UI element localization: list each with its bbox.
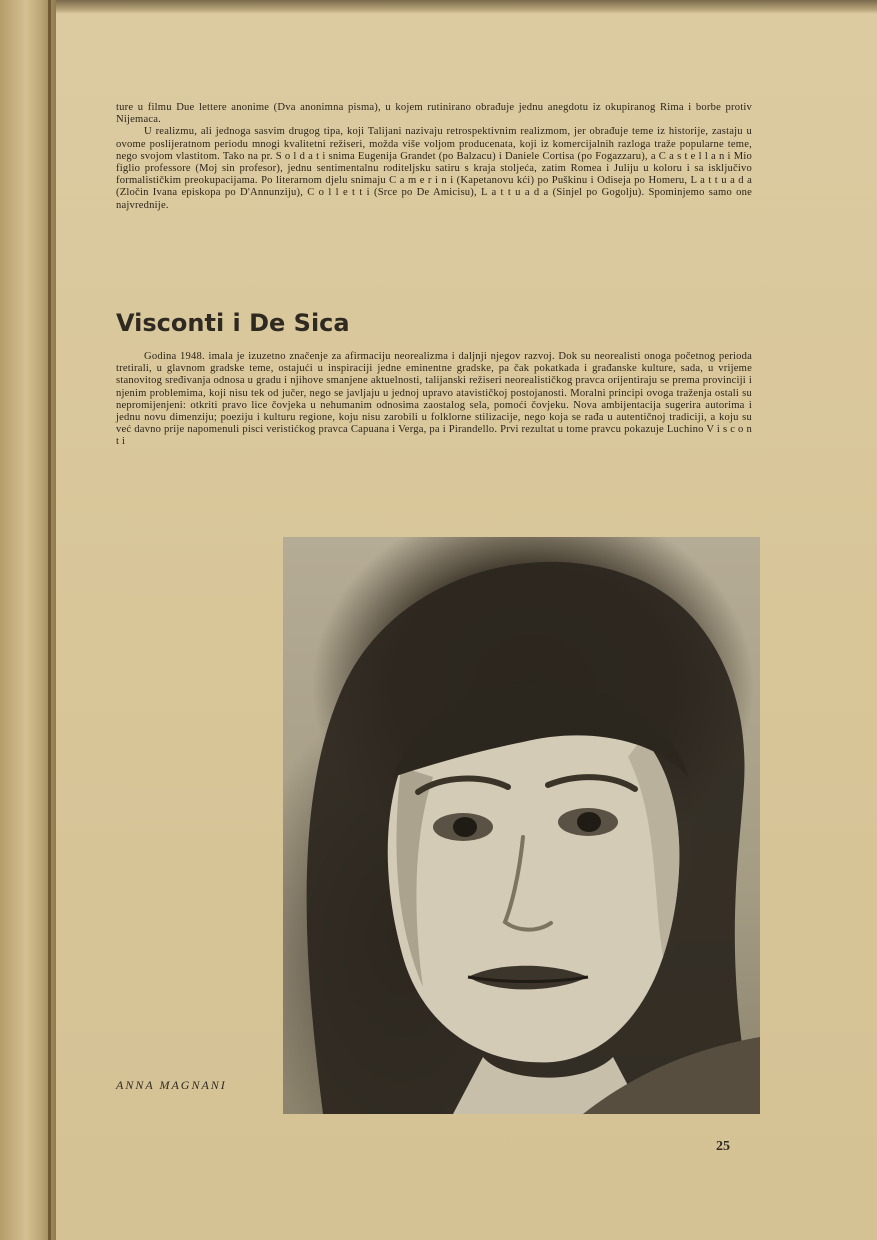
body-text-top: [116, 102, 752, 212]
paragraph: U realizmu, ali jednoga sasvim drugog tipa, koji Talijani nazivaju retrospektivnim realizmom, jer obrađuje teme iz historije, zastaju u ovome poslijeratnom periodu mnogi kvalitetni režiseri, možda više voljom producenata, koji iz komercijalnih razloga traže popularne teme, nego svojom vlastitom. Tako na pr. S o l d a t i snima Eugenija Grandet (po Balzacu) i Daniele Cortisa (po Fogazzaru), a C a s t e l l a n i Mio figlio professore (Moj sin profesor), jednu sentimentalnu roditeljsku satiru s kraja stoljeća, zatim Romea i Juliju u koloru i sa isključivo formalističkim preokupacijama. Po literarnom djelu snimaju C a m e r i n i (Kapetanovu kći) po Puškinu i Odiseja po Homeru, L a t t u a d a (Zločin Ivana episkopa po D'Annunziju), C o l l e t t i (Srce po De Amicisu), L a t t u a d a (Sinjel po Gogolju). Spominjemo samo one najvrednije.: [116, 126, 752, 211]
binding-line: [48, 0, 51, 1240]
paragraph: ture u filmu Due lettere anonime (Dva anonimna pisma), u kojem rutinirano obrađuje jednu anegdotu iz okupiranog Rima i borbe protiv Nijemaca.: [116, 102, 752, 126]
paragraph: Godina 1948. imala je izuzetno značenje za afirmaciju neorealizma i daljnji njegov razvoj. Dok su neorealisti onoga početnog perioda tretirali, u glavnom gradske teme, ostajući u inspiraciji jedne eminentne gradske, pa čak pokatkada i građanske kulture, sada, u vrijeme stanovitog sređivanja odnosa u gradu i njihove smanjene aktuelnosti, talijanski režiseri neorealističkog pravca orijentiraju se prema provinciji i njenim problemima, koji nisu tek od jučer, nego se javljaju u jednoj upravo atavističkoj postojanosti. Moralni principi ovoga traženja ostali su nepromijenjeni: otkriti pravo lice čovjeka u nehumanim odnosima zaostalog sela, pomoći čovjeku. Nova ambijentacija sugerira autorima i jednu novu dimenziju; poeziju i kulturu regione, koju nisu zarobili u folklorne stilizacije, nego koja se rađa u autentičnoj tradiciji, a koju su već davno prije napomenuli pisci veristićkog pravca Capuana i Verga, pa i Pirandello. Prvi rezultat u tome pravcu pokazuje Luchino V i s c o n t i: [116, 351, 752, 448]
page-number: 25: [716, 1139, 730, 1154]
photo-caption: ANNA MAGNANI: [116, 1078, 227, 1092]
body-text-section: [116, 351, 752, 449]
portrait-photo: [283, 537, 760, 1114]
section-title: Visconti i De Sica: [116, 309, 350, 337]
page-top-edge: [56, 0, 877, 14]
portrait-illustration: [283, 537, 760, 1114]
